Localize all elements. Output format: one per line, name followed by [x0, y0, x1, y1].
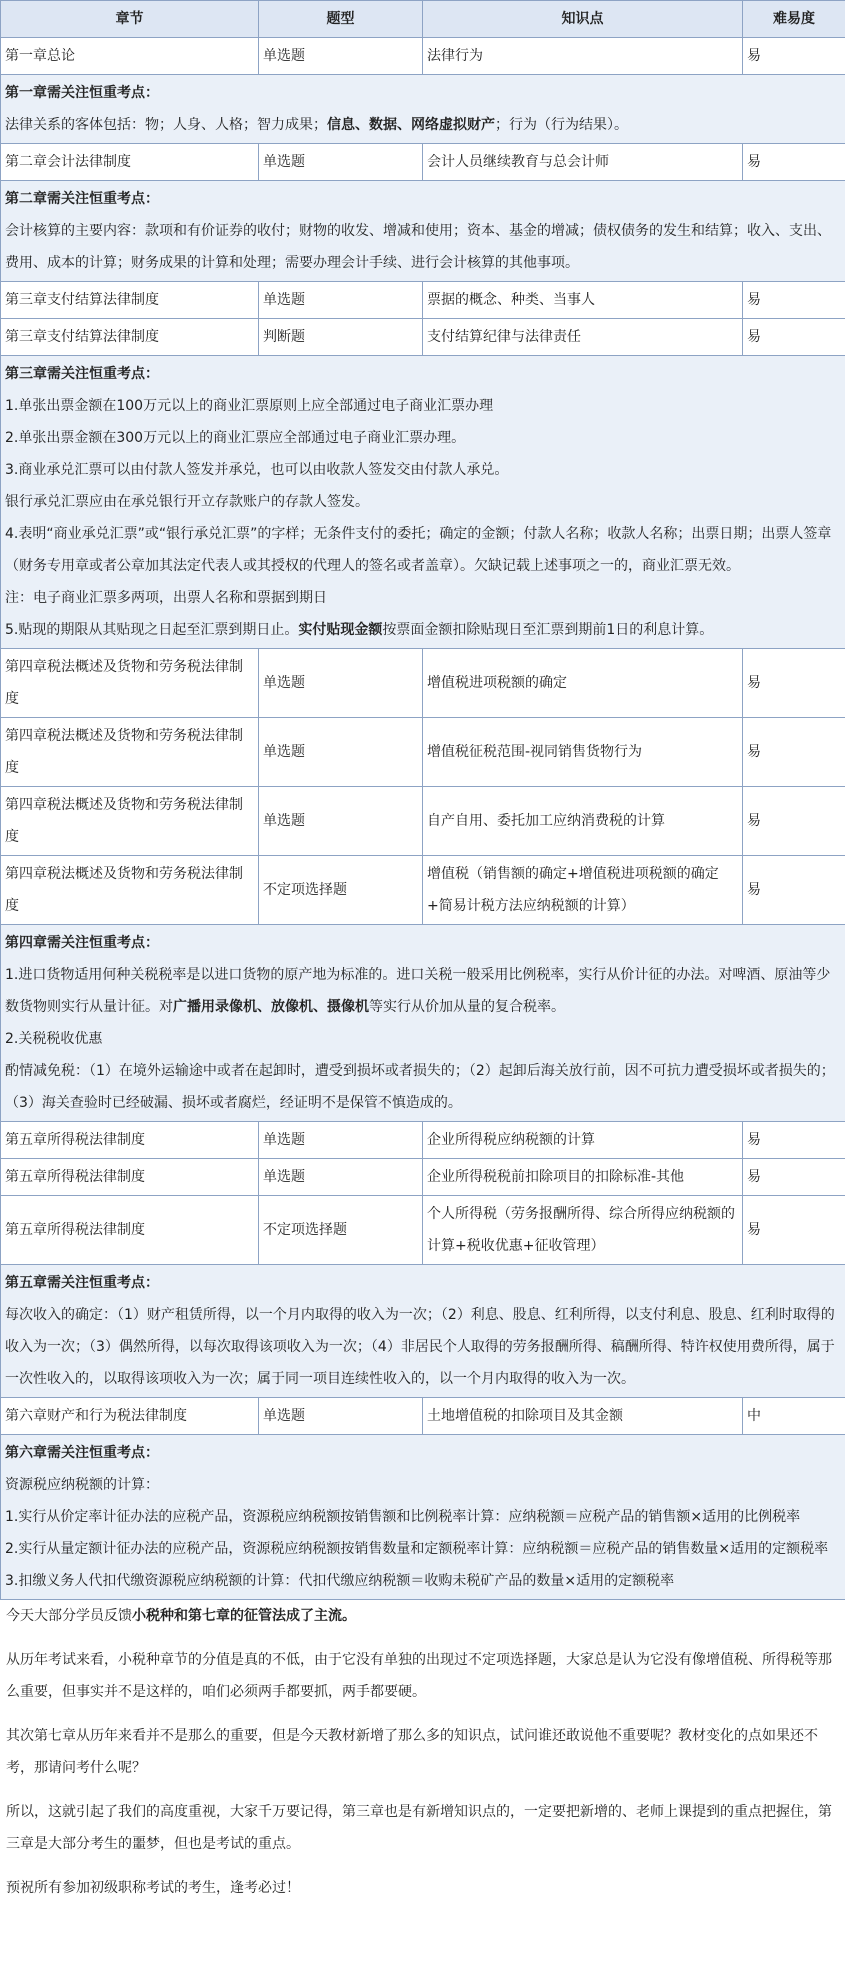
cell-point: 支付结算纪律与法律责任 — [423, 319, 743, 356]
table-row — [1, 649, 845, 718]
key-points-title: 第一章需关注恒重考点： — [5, 85, 159, 101]
cell-type: 单选题 — [259, 1159, 423, 1196]
cell-type: 单选题 — [259, 1398, 423, 1435]
cell-difficulty: 易 — [743, 282, 845, 319]
cell-difficulty: 易 — [743, 718, 845, 787]
key-points-cell — [1, 1265, 845, 1398]
key-points-title: 第五章需关注恒重考点： — [5, 1275, 159, 1291]
table-row — [1, 856, 845, 925]
cell-difficulty: 易 — [743, 1196, 845, 1265]
cell-type: 单选题 — [259, 38, 423, 75]
cell-point: 法律行为 — [423, 38, 743, 75]
key-points-cell — [1, 1435, 845, 1600]
cell-point: 自产自用、委托加工应纳消费税的计算 — [423, 787, 743, 856]
key-point-text: 4.表明“商业承兑汇票”或“银行承兑汇票”的字样；无条件支付的委托；确定的金额；付款人名称；收款人名称；出票日期；出票人签章（财务专用章或者公章加其法定代表人或其授权的代理人的签名或者盖章）。欠缺记载上述事项之一的，商业汇票无效。 — [5, 526, 832, 574]
key-points-title: 第二章需关注恒重考点： — [5, 191, 159, 207]
table-row — [1, 1398, 845, 1435]
cell-type: 判断题 — [259, 319, 423, 356]
key-points-title: 第四章需关注恒重考点： — [5, 935, 159, 951]
cell-point: 企业所得税应纳税额的计算 — [423, 1122, 743, 1159]
key-point-text: 法律关系的客体包括：物；人身、人格；智力成果；信息、数据、网络虚拟财产；行为（行为结果）。 — [5, 117, 628, 133]
key-point-text: 会计核算的主要内容：款项和有价证券的收付；财物的收发、增减和使用；资本、基金的增减；债权债务的发生和结算；收入、支出、费用、成本的计算；财务成果的计算和处理；需要办理会计手续、进行会计核算的其他事项。 — [5, 223, 831, 271]
key-point-text: 3.扣缴义务人代扣代缴资源税应纳税额的计算：代扣代缴应纳税额＝收购未税矿产品的数量×适用的定额税率 — [5, 1573, 675, 1589]
key-point-text: 酌情减免税：（1）在境外运输途中或者在起卸时，遭受到损坏或者损失的；（2）起卸后海关放行前，因不可抗力遭受损坏或者损失的；（3）海关查验时已经破漏、损坏或者腐烂，经证明不是保管不慎造成的。 — [5, 1063, 835, 1111]
cell-difficulty: 易 — [743, 319, 845, 356]
cell-chapter: 第一章总论 — [1, 38, 259, 75]
cell-difficulty: 中 — [743, 1398, 845, 1435]
table-row — [1, 144, 845, 181]
cell-point: 增值税征税范围-视同销售货物行为 — [423, 718, 743, 787]
cell-point: 增值税进项税额的确定 — [423, 649, 743, 718]
cell-point: 会计人员继续教育与总会计师 — [423, 144, 743, 181]
cell-chapter: 第四章税法概述及货物和劳务税法律制度 — [1, 649, 259, 718]
header-difficulty: 难易度 — [743, 1, 845, 38]
article-body — [0, 1600, 845, 1904]
cell-difficulty: 易 — [743, 144, 845, 181]
cell-chapter: 第二章会计法律制度 — [1, 144, 259, 181]
cell-type: 单选题 — [259, 718, 423, 787]
cell-point: 增值税（销售额的确定+增值税进项税额的确定+简易计税方法应纳税额的计算） — [423, 856, 743, 925]
header-question-type: 题型 — [259, 1, 423, 38]
cell-chapter: 第六章财产和行为税法律制度 — [1, 1398, 259, 1435]
key-points-cell — [1, 925, 845, 1122]
cell-difficulty: 易 — [743, 1159, 845, 1196]
cell-chapter: 第五章所得税法律制度 — [1, 1122, 259, 1159]
cell-chapter: 第四章税法概述及货物和劳务税法律制度 — [1, 718, 259, 787]
key-points-title: 第三章需关注恒重考点： — [5, 366, 159, 382]
key-point-text: 5.贴现的期限从其贴现之日起至汇票到期日止。实付贴现金额按票面金额扣除贴现日至汇票到期前1日的利息计算。 — [5, 622, 714, 638]
cell-difficulty: 易 — [743, 787, 845, 856]
cell-point: 个人所得税（劳务报酬所得、综合所得应纳税额的计算+税收优惠+征收管理） — [423, 1196, 743, 1265]
key-points-row — [1, 181, 845, 282]
paragraph: 所以，这就引起了我们的高度重视，大家千万要记得，第三章也是有新增知识点的，一定要把新增的、老师上课提到的重点把握住，第三章是大部分考生的噩梦，但也是考试的重点。 — [6, 1804, 832, 1852]
table-row — [1, 718, 845, 787]
key-point-text: 每次收入的确定：（1）财产租赁所得，以一个月内取得的收入为一次；（2）利息、股息、红利所得，以支付利息、股息、红利时取得的收入为一次；（3）偶然所得，以每次取得该项收入为一次；（4）非居民个人取得的劳务报酬所得、稿酬所得、特许权使用费所得，属于一次性收入的，以取得该项收入为一次；属于同一项目连续性收入的，以一个月内取得的收入为一次。 — [5, 1307, 835, 1387]
cell-type: 单选题 — [259, 144, 423, 181]
cell-point: 企业所得税税前扣除项目的扣除标准-其他 — [423, 1159, 743, 1196]
key-point-text: 1.实行从价定率计征办法的应税产品，资源税应纳税额按销售额和比例税率计算：应纳税额＝应税产品的销售额×适用的比例税率 — [5, 1509, 801, 1525]
cell-difficulty: 易 — [743, 649, 845, 718]
key-point-text: 资源税应纳税额的计算： — [5, 1477, 159, 1493]
key-points-row — [1, 356, 845, 649]
table-header-row — [1, 1, 845, 38]
key-points-row — [1, 75, 845, 144]
cell-chapter: 第四章税法概述及货物和劳务税法律制度 — [1, 856, 259, 925]
cell-type: 不定项选择题 — [259, 1196, 423, 1265]
paragraph: 从历年考试来看，小税种章节的分值是真的不低，由于它没有单独的出现过不定项选择题，大家总是认为它没有像增值税、所得税等那么重要，但事实并不是这样的，咱们必须两手都要抓，两手都要硬。 — [6, 1652, 832, 1700]
paragraph: 预祝所有参加初级职称考试的考生，逢考必过！ — [6, 1880, 300, 1896]
key-points-row — [1, 925, 845, 1122]
key-points-cell — [1, 181, 845, 282]
key-point-text: 银行承兑汇票应由在承兑银行开立存款账户的存款人签发。 — [5, 494, 369, 510]
key-point-text: 1.进口货物适用何种关税税率是以进口货物的原产地为标准的。进口关税一般采用比例税率，实行从价计征的办法。对啤酒、原油等少数货物则实行从量计征。对广播用录像机、放像机、摄像机等实行从价加从量的复合税率。 — [5, 967, 831, 1015]
paragraph: 今天大部分学员反馈小税种和第七章的征管法成了主流。 — [6, 1608, 356, 1624]
key-points-cell — [1, 356, 845, 649]
cell-type: 单选题 — [259, 649, 423, 718]
table-row — [1, 38, 845, 75]
cell-chapter: 第四章税法概述及货物和劳务税法律制度 — [1, 787, 259, 856]
table-row — [1, 787, 845, 856]
table-row — [1, 1159, 845, 1196]
header-knowledge-point: 知识点 — [423, 1, 743, 38]
cell-difficulty: 易 — [743, 38, 845, 75]
cell-chapter: 第三章支付结算法律制度 — [1, 319, 259, 356]
cell-difficulty: 易 — [743, 856, 845, 925]
key-point-text: 2.关税税收优惠 — [5, 1031, 103, 1047]
paragraph: 其次第七章从历年来看并不是那么的重要，但是今天教材新增了那么多的知识点，试问谁还敢说他不重要呢？教材变化的点如果还不考，那请问考什么呢？ — [6, 1728, 818, 1776]
cell-type: 单选题 — [259, 282, 423, 319]
cell-chapter: 第三章支付结算法律制度 — [1, 282, 259, 319]
cell-type: 单选题 — [259, 1122, 423, 1159]
cell-type: 单选题 — [259, 787, 423, 856]
cell-type: 不定项选择题 — [259, 856, 423, 925]
key-points-row — [1, 1265, 845, 1398]
cell-difficulty: 易 — [743, 1122, 845, 1159]
key-points-cell — [1, 75, 845, 144]
table-row — [1, 319, 845, 356]
key-points-row — [1, 1435, 845, 1600]
table-row — [1, 1196, 845, 1265]
key-point-text: 2.实行从量定额计征办法的应税产品，资源税应纳税额按销售数量和定额税率计算：应纳税额＝应税产品的销售数量×适用的定额税率 — [5, 1541, 829, 1557]
key-point-text: 1.单张出票金额在100万元以上的商业汇票原则上应全部通过电子商业汇票办理 — [5, 398, 494, 414]
table-row — [1, 282, 845, 319]
key-point-text: 注：电子商业汇票多两项，出票人名称和票据到期日 — [5, 590, 327, 606]
key-point-text: 3.商业承兑汇票可以由付款人签发并承兑，也可以由收款人签发交由付款人承兑。 — [5, 462, 509, 478]
cell-point: 票据的概念、种类、当事人 — [423, 282, 743, 319]
cell-chapter: 第五章所得税法律制度 — [1, 1196, 259, 1265]
table-row — [1, 1122, 845, 1159]
cell-point: 土地增值税的扣除项目及其金额 — [423, 1398, 743, 1435]
cell-chapter: 第五章所得税法律制度 — [1, 1159, 259, 1196]
key-points-title: 第六章需关注恒重考点： — [5, 1445, 159, 1461]
header-chapter: 章节 — [1, 1, 259, 38]
key-point-text: 2.单张出票金额在300万元以上的商业汇票应全部通过电子商业汇票办理。 — [5, 430, 466, 446]
